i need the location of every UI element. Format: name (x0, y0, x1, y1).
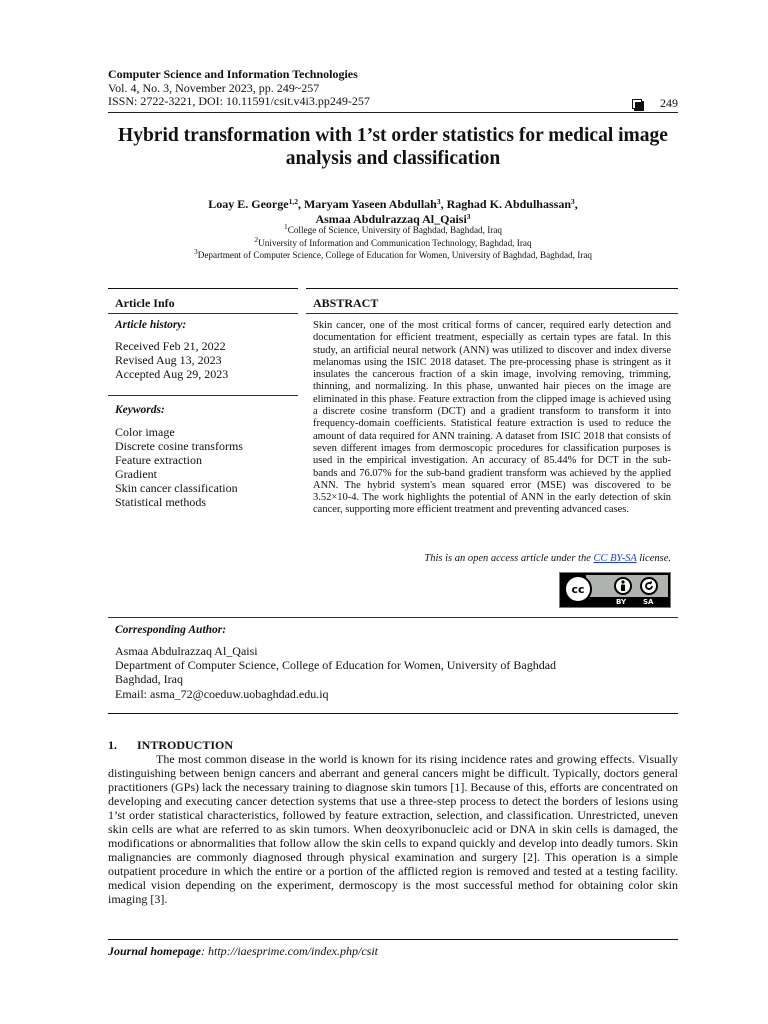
footer-rule (108, 939, 678, 940)
accepted-date: Accepted Aug 29, 2023 (115, 367, 229, 381)
author-name: Asmaa Abdulrazzaq Al_Qaisi (315, 212, 467, 226)
corresponding-dept: Department of Computer Science, College of Education for Women, University of Baghdad (115, 658, 557, 673)
share-alike-icon (640, 577, 658, 595)
introduction-paragraph (108, 752, 678, 907)
revised-date: Revised Aug 13, 2023 (115, 353, 222, 367)
attribution-icon (614, 577, 632, 595)
keyword: Statistical methods (115, 495, 206, 509)
author-name: Loay E. George (208, 197, 289, 211)
cc-by-sa-badge[interactable] (559, 572, 671, 608)
keyword: Gradient (115, 467, 157, 481)
affiliation-text: University of Information and Communication Technology, Baghdad, Iraq (258, 237, 532, 248)
journal-homepage (108, 944, 378, 959)
keyword: Discrete cosine transforms (115, 439, 243, 453)
square-icon (632, 99, 642, 109)
header-rule (108, 112, 678, 113)
affiliation-line (108, 249, 678, 262)
corresponding-name: Asmaa Abdulrazzaq Al_Qaisi (115, 644, 258, 658)
corresponding-heading: Corresponding Author: (115, 624, 227, 636)
abstract-top-rule (306, 288, 678, 289)
homepage-label: Journal homepage (108, 944, 202, 958)
author-affil-mark: 3 (466, 212, 471, 221)
abstract-heading: ABSTRACT (313, 296, 379, 310)
badge-by-label: BY (616, 598, 627, 606)
journal-issn: ISSN: 2722-3221, DOI: 10.11591/csit.v4i3.pp249-257 (108, 94, 370, 108)
affiliations (108, 224, 678, 262)
corresponding-top-rule (108, 617, 678, 618)
corresponding-bottom-rule (108, 713, 678, 714)
author-list: Loay E. George$^{1,2}$, Maryam Yaseen Abdullah$^3$, Raghad K. Abdulhassan$^3$, Asmaa Abdulrazzaq Al_Qaisi$^3$ (208, 197, 578, 226)
article-history-heading: Article history: (115, 319, 187, 331)
corresponding-city: Baghdad, Iraq (115, 672, 183, 687)
introduction-text: The most common disease in the world is known for its rising incidence rates and growing effects. Visually distinguishing between benign cancers and aberrant and general cancers might be difficult. Typically, doctors general practitioners (GPs) lack the necessary training to diagnose skin tumors [1]. Because of this, efforts are concentrated on developing and executing cancer detection systems that use a three-step process to detect the borders of lesions using 1’st order statistical characteristics, followed by feature extraction, selection, and classification. Unrestricted, uneven skin cells are what are referred to as skin tumors. When deoxyribonucleic acid or DNA in skin cells is damaged, the modifications or abnormalities that follow allow the skin cells to expand quickly and develop into deadly tumors. Skin malignancies are commonly diagnosed through physical examination and surgery [2]. This operation is a simple outpatient procedure in which the entire or a portion of the afflicted region is removed and tested at a testing facility. medical vision depending on the experiment, dermoscopy is the most successful method for obtaining color skin imaging [3]. (108, 752, 678, 907)
keyword: Feature extraction (115, 453, 202, 467)
paper-title: Hybrid transformation with 1’st order statistics for medical image analysis and classification (118, 125, 668, 169)
license-suffix: license. (636, 553, 671, 564)
badge-sa-label: SA (643, 598, 654, 606)
journal-header (108, 68, 678, 109)
keyword: Color image (115, 425, 175, 439)
author-affil-mark: 3 (436, 197, 441, 206)
received-date: Received Feb 21, 2022 (115, 339, 226, 353)
page-number-block (632, 96, 678, 111)
corresponding-author (115, 644, 675, 701)
license-line (313, 553, 671, 564)
affiliation-mark: 2 (254, 234, 259, 244)
cc-icon: cc (564, 575, 592, 603)
author-name: Raghad K. Abdulhassan (446, 197, 571, 211)
homepage-url[interactable]: : http://iaesprime.com/index.php/csit (201, 944, 378, 958)
affiliation-mark: 1 (283, 222, 288, 231)
license-prefix: This is an open access article under the (424, 553, 594, 564)
article-history (115, 339, 228, 381)
affiliation-line (108, 224, 678, 237)
section-title: INTRODUCTION (137, 738, 234, 752)
author-affil-mark: 3 (571, 197, 575, 206)
article-info-rule (108, 313, 298, 314)
license-link[interactable]: CC BY-SA (593, 553, 637, 564)
journal-volume: Vol. 4, No. 3, November 2023, pp. 249~257 (108, 80, 320, 95)
affiliation-mark: 3 (193, 247, 198, 256)
affiliation-text: Department of Computer Science, College of Education for Women, University of Baghdad, Baghdad, Iraq (197, 250, 593, 260)
section-number: 1. (108, 738, 117, 752)
keywords-heading: Keywords: (115, 404, 165, 416)
author-affil-mark: 1,2 (288, 197, 298, 206)
keyword: Skin cancer classification (115, 481, 238, 495)
abstract-rule (306, 313, 678, 314)
article-info-top-rule (108, 288, 298, 289)
corresponding-email: Email: asma_72@coeduw.uobaghdad.edu.iq (115, 686, 329, 701)
section-heading-introduction (108, 738, 233, 753)
abstract-text: Skin cancer, one of the most critical forms of cancer, required early detection and documentation for efficient treatment, especially as certain types are fatal. In this study, an artificial neural network (ANN) was utilized to discover and index diverse melanomas using the ISIC 2018 dataset. The pre-processing phase is stringent as it insulates the cancerous fraction of a skin image, involving removing, trimming, thinning, and normalizing. In this phase, unwanted hair pieces on the image are eliminated in this phase. Feature extraction from the clipped image is achieved using a discrete cosine transform (DCT) and a gradient transform to transform it into frequency-domain coefficients. Statistical feature extraction is used to reduce the amount of data required for ANN training. A dataset from ISIC 2018 that consists of seven different images from dermoscopic procedures for classification purposes is used in the empirical investigation. An accuracy of 85.44% for DCT in the sub-bands and 76.07% for the sub-band gradient transform was achieved by the applied ANN. The hybrid system's mean squared error (MSE) was discovered to be 3.52×10-4. The work highlights the potential of ANN in the early detection of skin cancer, supporting more efficient treatment and preventing advanced cases. (313, 320, 671, 516)
affiliation-text: College of Science, University of Baghdad, Baghdad, Iraq (287, 225, 503, 235)
page-number: 249 (660, 96, 678, 110)
keywords-rule (108, 395, 298, 396)
journal-name: Computer Science and Information Technologies (108, 67, 358, 81)
article-info-heading: Article Info (115, 296, 175, 310)
author-name: Maryam Yaseen Abdullah (303, 197, 437, 211)
keyword-list (115, 425, 243, 509)
